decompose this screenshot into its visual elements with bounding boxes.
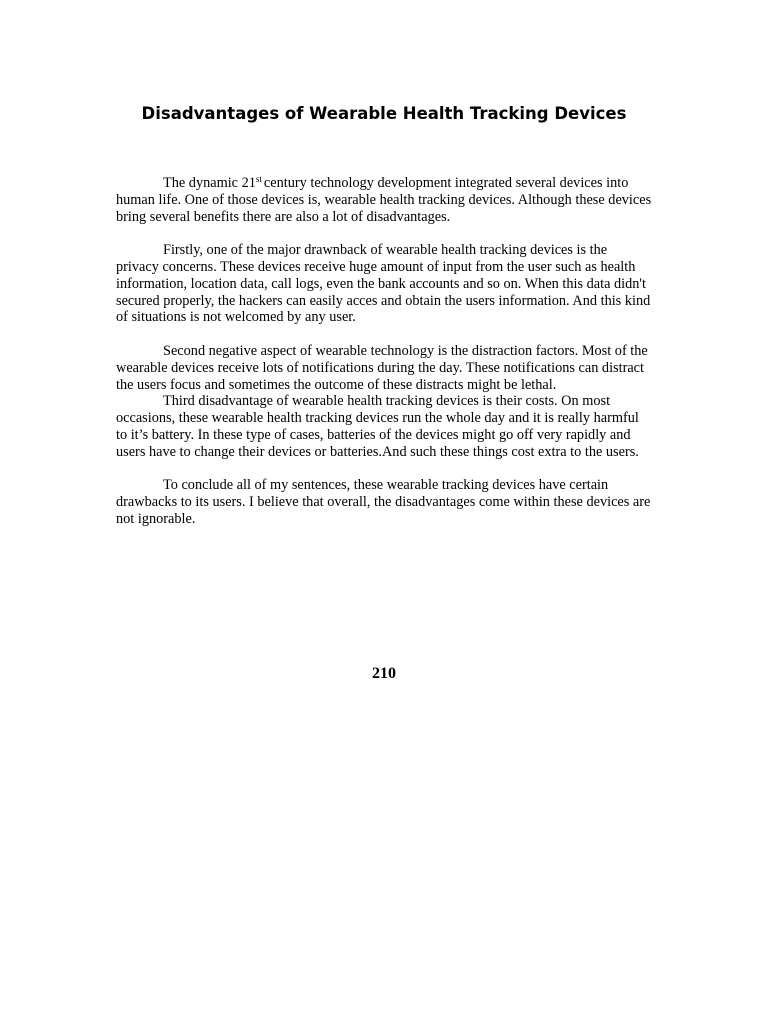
paragraph-intro-start: The dynamic 21 <box>163 175 256 191</box>
paragraph-intro <box>116 175 652 225</box>
document-title: Disadvantages of Wearable Health Tracking Devices <box>141 104 627 123</box>
paragraph-conclusion: To conclude all of my sentences, these wearable tracking devices have certain drawbacks to its users. I believe that overall, the disadvantages come within these devices are not ignorable. <box>116 477 651 527</box>
paragraph-distraction: Second negative aspect of wearable technology is the distraction factors. Most of the wearable devices receive lots of notifications during the day. These notifications can distract the users focus and sometimes the outcome of these distracts might be lethal. <box>116 342 648 393</box>
paragraph-intro-rest: century technology development integrated several devices into human life. One of those devices is, wearable health tracking devices. Although these devices bring several benefits there are also a lot of disadvantages. <box>116 175 652 225</box>
ordinal-superscript: st <box>255 174 262 184</box>
paragraph-spacer <box>116 225 652 242</box>
paragraph-privacy: Firstly, one of the major drawnback of wearable health tracking devices is the privacy concerns. These devices receive huge amount of input from the user such as health information, location data, call logs, even the bank accounts and so on. When this data didn't secured properly, the hackers can easily acces and obtain the users information. And this kind of situations is not welcomed by any user. <box>116 242 651 326</box>
document-body <box>116 175 652 528</box>
page-number: 210 <box>372 665 396 682</box>
paragraph-spacer <box>116 326 652 343</box>
paragraph-spacer <box>116 461 652 478</box>
paragraph-cost: Third disadvantage of wearable health tracking devices is their costs. On most occasions, these wearable health tracking devices run the whole day and it is really harmful to it’s battery. In these type of cases, batteries of the devices might go off very rapidly and users have to change their devices or batteries.And such these things cost extra to the users. <box>116 393 639 460</box>
